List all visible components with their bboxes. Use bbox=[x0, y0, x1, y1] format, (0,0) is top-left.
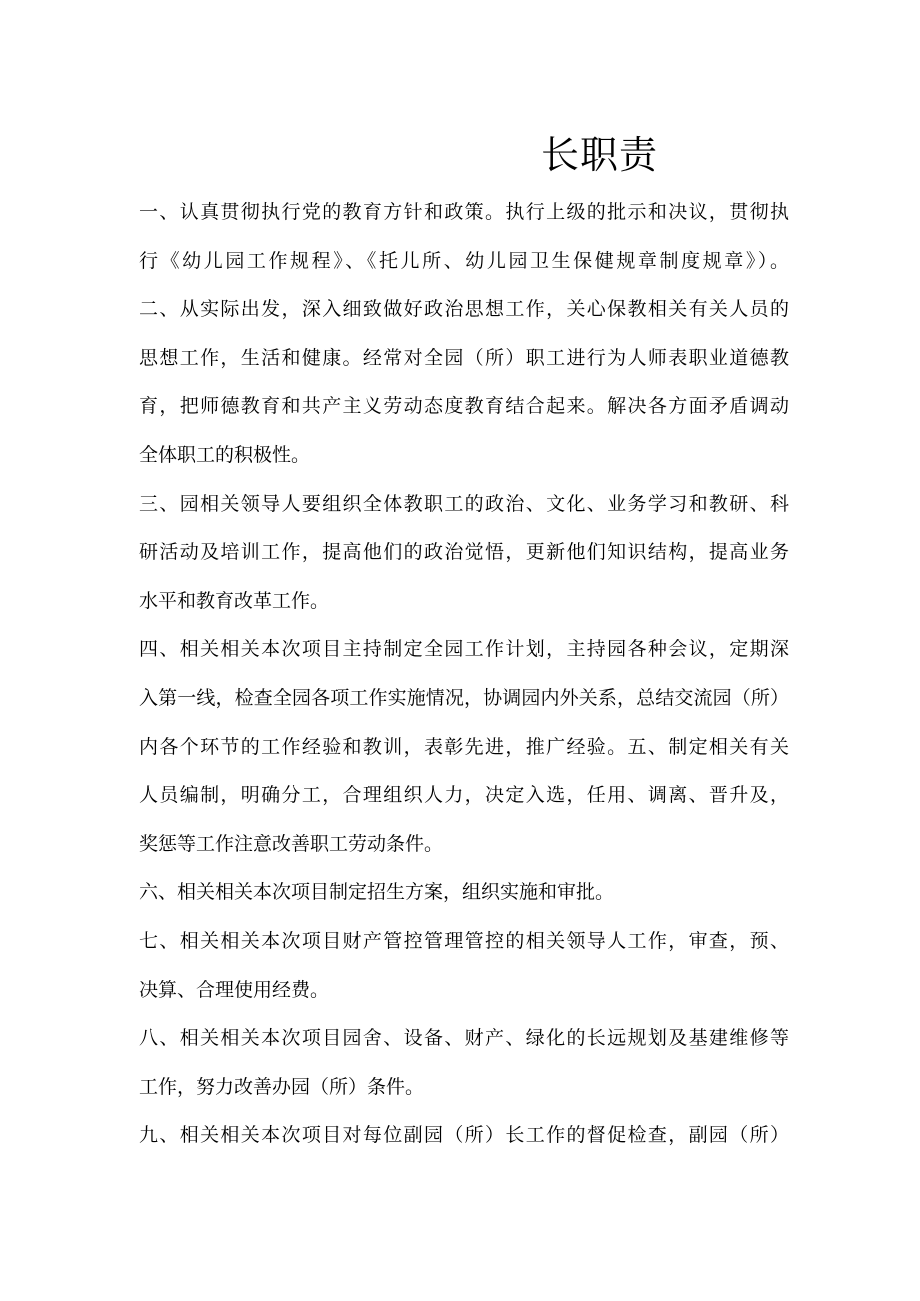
text-line: 思想工作，生活和健康。经常对全园（所）职工进行为人师表职业道德教 bbox=[139, 346, 789, 369]
text-line: 九、相关相关本次项目对每位副园（所）长工作的督促检查，副园（所） bbox=[139, 1124, 789, 1147]
text-line: 全体职工的积极性。 bbox=[139, 443, 311, 466]
text-line: 育，把师德教育和共产主义劳动态度教育结合起来。解决各方面矛盾调动 bbox=[139, 395, 789, 418]
text-line: 一、认真贯彻执行党的教育方针和政策。执行上级的批示和决议，贯彻执 bbox=[139, 201, 789, 223]
document-title: 长职责 bbox=[541, 133, 659, 177]
text-line: 奖惩等工作注意改善职工劳动条件。 bbox=[139, 832, 444, 855]
text-line: 二、从实际出发，深入细致做好政治思想工作，关心保教相关有关人员的 bbox=[139, 298, 789, 321]
text-line: 八、相关相关本次项目园舍、设备、财产、绿化的长远规划及基建维修等 bbox=[139, 1027, 789, 1050]
text-line: 七、相关相关本次项目财产管控管理管控的相关领导人工作，审查，预、 bbox=[139, 929, 789, 952]
text-line: 研活动及培训工作，提高他们的政治觉悟，更新他们知识结构，提高业务 bbox=[139, 541, 789, 564]
document-body bbox=[139, 188, 789, 1160]
text-line: 决算、合理使用经费。 bbox=[139, 978, 330, 1001]
text-line: 内各个环节的工作经验和教训，表彰先进，推广经验。五、制定相关有关 bbox=[139, 735, 789, 758]
text-line: 三、园相关领导人要组织全体教职工的政治、文化、业务学习和教研、科 bbox=[139, 492, 789, 515]
text-line: 入第一线，检查全园各项工作实施情况，协调园内外关系，总结交流园（所） bbox=[139, 686, 789, 709]
text-line: 六、相关相关本次项目制定招生方案，组织实施和审批。 bbox=[139, 881, 615, 904]
text-line: 水平和教育改革工作。 bbox=[139, 589, 330, 612]
text-line: 行《幼儿园工作规程》、《托儿所、幼儿园卫生保健规章制度规章》）。 bbox=[139, 249, 789, 272]
text-line: 四、相关相关本次项目主持制定全园工作计划，主持园各种会议，定期深 bbox=[139, 638, 789, 661]
text-line: 人员编制，明确分工，合理组织人力，决定入选，任用、调离、晋升及， bbox=[139, 784, 789, 807]
text-line: 工作，努力改善办园（所）条件。 bbox=[139, 1075, 425, 1098]
